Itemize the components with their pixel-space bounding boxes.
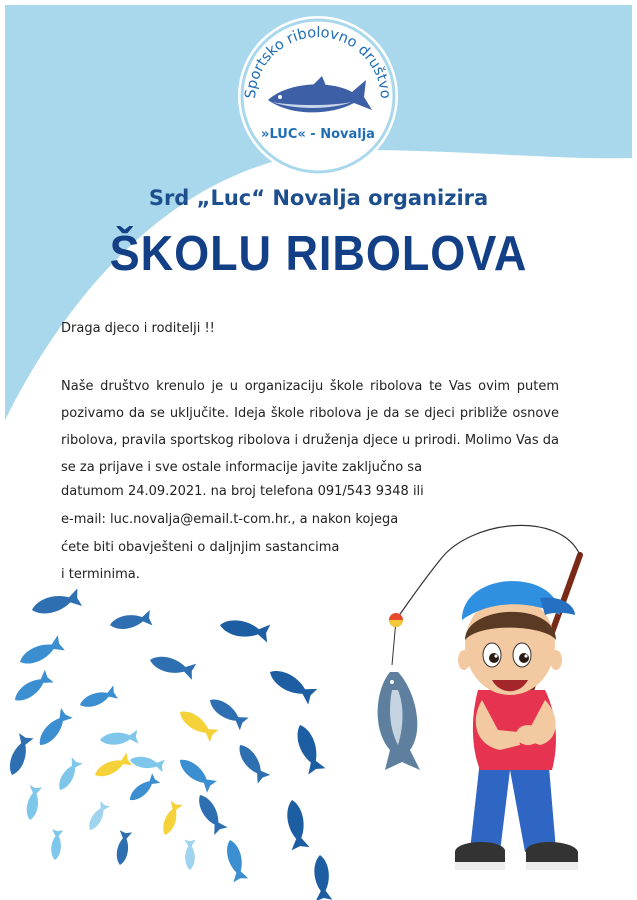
info-line: ćete biti obavješteni o daljnjim sastancima	[61, 540, 340, 555]
svg-text:»LUC« - Novalja: »LUC« - Novalja	[261, 127, 375, 142]
greeting: Draga djeco i roditelji !!	[61, 321, 215, 336]
svg-text:Sportsko ribolovno društvo: Sportsko ribolovno društvo	[242, 24, 394, 100]
subtitle: Srd „Luc“ Novalja organizira	[148, 186, 489, 210]
fishing-boy-illustration	[378, 525, 580, 870]
club-logo	[238, 16, 398, 176]
body-paragraph: Naše društvo krenulo je u organizaciju škole ribolova te Vas ovim putem pozivamo da se uključite. Ideja škole ribolova je da se djeci približe osnove ribolova, pravila sportskog ribolova i druženja djece u prirodi. Molimo Vas da se za prijave i sve ostale informacije javite zaključno sa	[61, 379, 559, 475]
date-phone-line: datumom 24.09.2021. na broj telefona 091/543 9348 ili	[61, 484, 424, 499]
page-title: ŠKOLU RIBOLOVA	[109, 227, 528, 281]
fish-swirl	[5, 588, 333, 900]
email-line: e-mail: luc.novalja@email.t-com.hr., a nakon kojega	[61, 512, 399, 527]
closing-line: i terminima.	[61, 567, 140, 582]
